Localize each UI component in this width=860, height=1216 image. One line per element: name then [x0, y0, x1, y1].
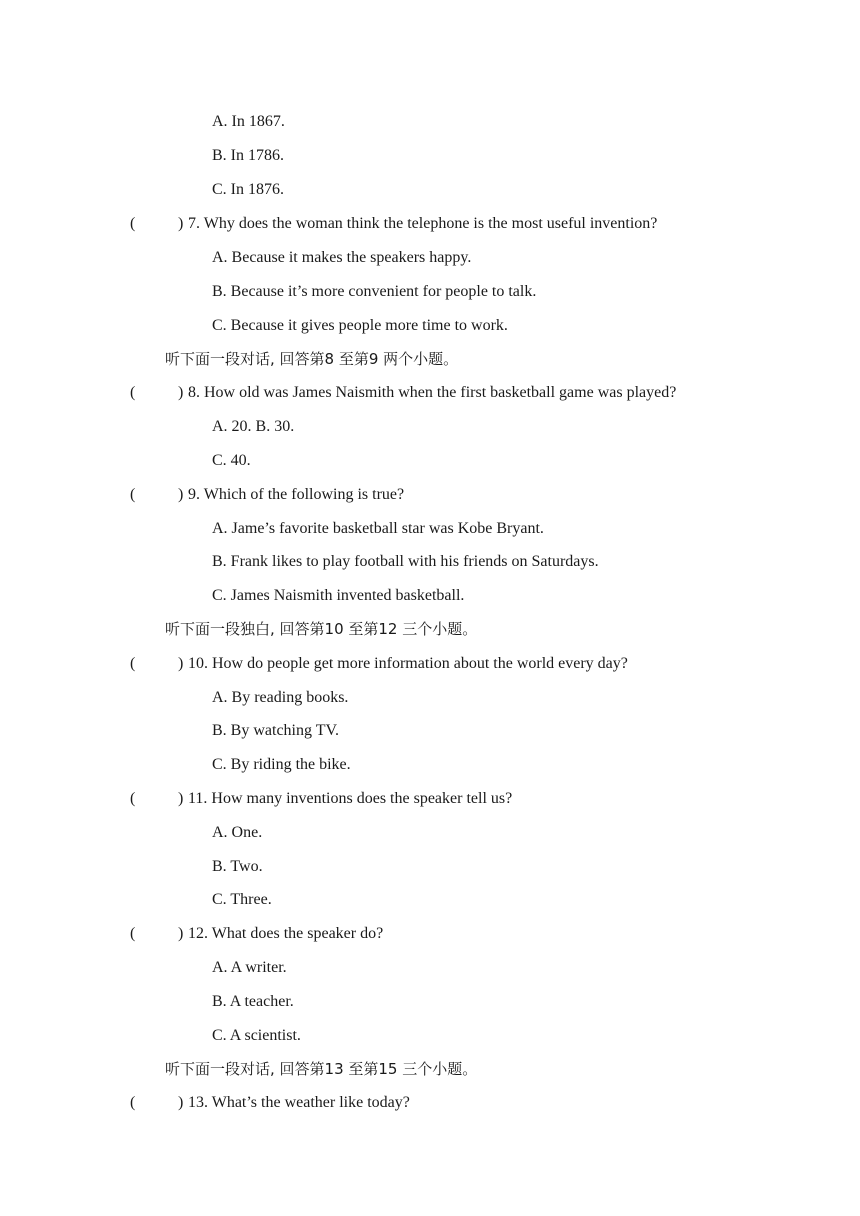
option-6c: C. In 1876. [212, 181, 284, 198]
answer-blank-open: ( [130, 1094, 136, 1111]
answer-blank-open: ( [130, 486, 136, 503]
option-6b: B. In 1786. [212, 147, 284, 164]
option-11a: A. One. [212, 824, 263, 841]
answer-blank-close: ) [178, 655, 184, 672]
answer-blank-open: ( [130, 790, 136, 807]
option-6a: A. In 1867. [212, 113, 285, 130]
answer-blank-close: ) [178, 925, 184, 942]
option-7a: A. Because it makes the speakers happy. [212, 249, 472, 266]
question-text: 7. Why does the woman think the telephone is the most useful invention? [188, 215, 658, 232]
option-8ab: A. 20. B. 30. [212, 418, 295, 435]
option-7b: B. Because it’s more convenient for people to talk. [212, 283, 537, 300]
answer-blank-close: ) [178, 215, 184, 232]
option-10c: C. By riding the bike. [212, 756, 351, 773]
answer-blank-close: ) [178, 790, 184, 807]
section-instruction: 听下面一段独白, 回答第10 至第12 三个小题。 [165, 620, 478, 638]
answer-blank-close: ) [178, 384, 184, 401]
question-text: 8. How old was James Naismith when the first basketball game was played? [188, 384, 677, 401]
question-text: 11. How many inventions does the speaker tell us? [188, 790, 513, 807]
section-instruction: 听下面一段对话, 回答第8 至第9 两个小题。 [165, 350, 459, 368]
option-10a: A. By reading books. [212, 689, 349, 706]
option-11b: B. Two. [212, 858, 263, 875]
question-text: 9. Which of the following is true? [188, 486, 405, 503]
question-text: 12. What does the speaker do? [188, 925, 384, 942]
option-12c: C. A scientist. [212, 1027, 301, 1044]
option-10b: B. By watching TV. [212, 722, 339, 739]
option-12b: B. A teacher. [212, 993, 294, 1010]
option-12a: A. A writer. [212, 959, 287, 976]
answer-blank-open: ( [130, 215, 136, 232]
option-9c: C. James Naismith invented basketball. [212, 587, 465, 604]
option-9b: B. Frank likes to play football with his friends on Saturdays. [212, 553, 599, 570]
option-7c: C. Because it gives people more time to work. [212, 317, 508, 334]
question-text: 13. What’s the weather like today? [188, 1094, 410, 1111]
section-instruction: 听下面一段对话, 回答第13 至第15 三个小题。 [165, 1060, 478, 1078]
answer-blank-open: ( [130, 655, 136, 672]
answer-blank-open: ( [130, 384, 136, 401]
option-11c: C. Three. [212, 891, 272, 908]
answer-blank-close: ) [178, 486, 184, 503]
option-8c: C. 40. [212, 452, 251, 469]
answer-blank-close: ) [178, 1094, 184, 1111]
answer-blank-open: ( [130, 925, 136, 942]
option-9a: A. Jame’s favorite basketball star was Kobe Bryant. [212, 520, 544, 537]
question-text: 10. How do people get more information about the world every day? [188, 655, 628, 672]
